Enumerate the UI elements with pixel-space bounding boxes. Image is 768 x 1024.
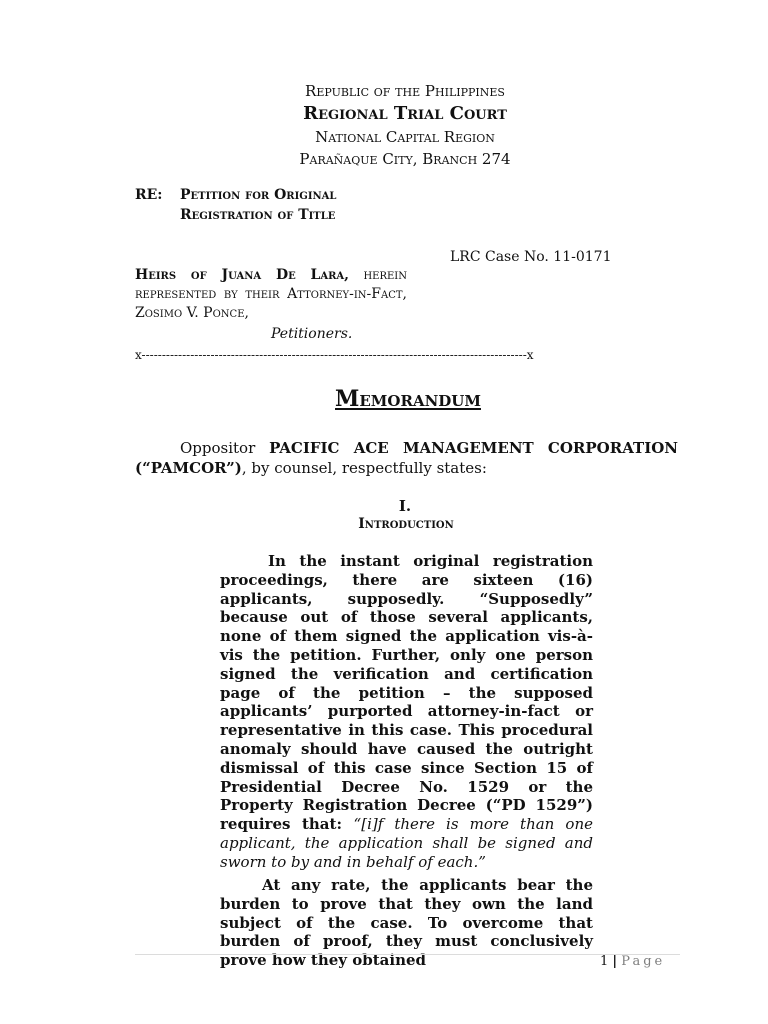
- page-footer: [600, 953, 665, 971]
- footer-separator: |: [612, 954, 618, 969]
- page-number: 1: [600, 954, 609, 969]
- re-line-1: Petition for Original: [180, 187, 337, 203]
- re-line-2: Registration of Title: [180, 207, 336, 223]
- document-title: Memorandum: [335, 386, 481, 412]
- footer-rule: [135, 954, 680, 955]
- opening-rest: , by counsel, respectfully states:: [241, 459, 487, 477]
- region-line: National Capital Region: [315, 128, 495, 146]
- petitioner-name: Heirs of Juana De Lara,: [135, 267, 350, 283]
- opening-line-2: [135, 458, 678, 478]
- page-label: Page: [621, 954, 666, 969]
- section-number: I.: [398, 497, 412, 515]
- paragraph-1-quote: “[i]f there is more than one applicant, the application shall be signed and sworn to by and in behalf of each.”: [220, 815, 593, 871]
- petitioner-representation: herein represented by their Attorney-in-Fact, Zosimo V. Ponce,: [135, 267, 407, 321]
- oppositor-name: PACIFIC ACE MANAGEMENT CORPORATION: [269, 439, 678, 457]
- branch-line: Parañaque City, Branch 274: [299, 150, 511, 168]
- paragraph-2: [220, 876, 593, 970]
- opening-statement: [135, 438, 678, 478]
- re-label: RE:: [135, 187, 163, 203]
- case-number: LRC Case No. 11-0171: [450, 249, 612, 265]
- paragraph-2-text: At any rate, the applicants bear the burden to prove that they own the land subject of the case. To overcome that burden of proof, they must conclusively prove how they obtained: [220, 876, 593, 970]
- parties-block: [135, 266, 407, 323]
- caption-separator: x-----------------------------------------------------------------------------------------------x: [135, 348, 534, 362]
- oppositor-short: (“PAMCOR”): [135, 459, 242, 477]
- paragraph-1: [220, 552, 593, 872]
- court-name: Regional Trial Court: [303, 103, 507, 124]
- paragraph-1-text: In the instant original registration proceedings, there are sixteen (16) applicants, supposedly. “Supposedly” because out of those several applicants, none of them signed the application vis-à-vis the petition. Further, only one person signed the verification and certification page of the petition – the supposed applicants’ purported attorney-in-fact or representative in this case. This procedural anomaly should have caused the outright dismissal of this case since Section 15 of Presidential Decree No. 1529 or the Property Registration Decree (“PD 1529”) requires that:: [220, 552, 593, 834]
- opening-pre: Oppositor: [180, 439, 256, 457]
- opening-line-1: [135, 438, 678, 458]
- re-subject: [180, 185, 440, 225]
- court-header: [0, 80, 768, 170]
- republic-line: Republic of the Philippines: [305, 82, 505, 100]
- section-title: Introduction: [358, 516, 454, 532]
- petitioners-role: Petitioners.: [271, 326, 353, 342]
